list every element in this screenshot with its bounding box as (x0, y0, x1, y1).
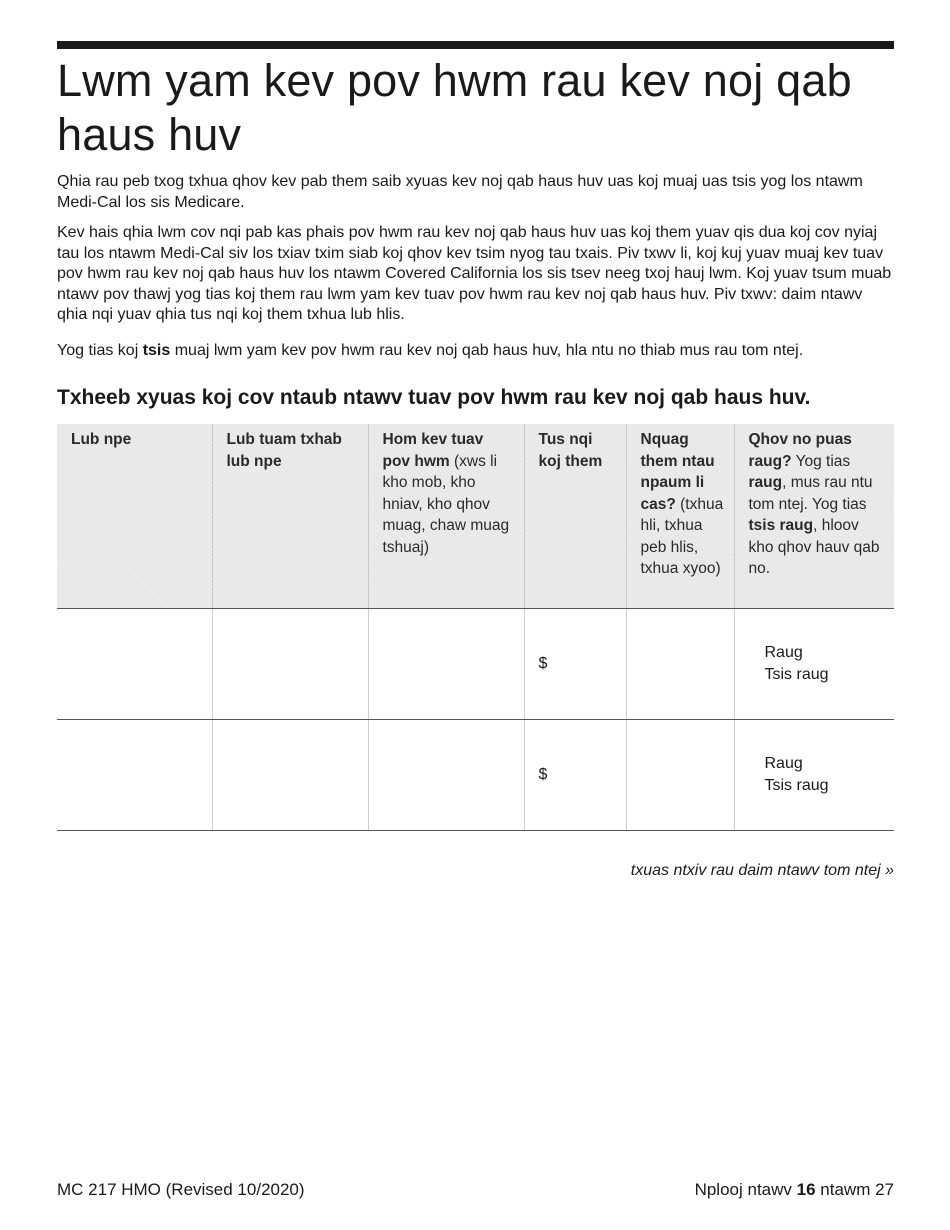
company-cell[interactable] (212, 608, 368, 719)
header-correct (734, 424, 894, 608)
header-correct-no: tsis raug (748, 517, 814, 534)
page-indicator-prefix: Nplooj ntawv (694, 1180, 797, 1199)
header-coverage-bold: Hom kev tuav pov hwm (382, 431, 484, 470)
intro-paragraph: Qhia rau peb txog txhua qhov kev pab them saib xyuas kev noj qab haus huv uas koj muaj uas tsis yog los ntawm Medi-Cal los sis Medicare. (57, 173, 863, 211)
header-coverage-rest: (xws li kho mob, kho hniav, kho qhov muag, chaw muag tshuaj) (382, 452, 510, 556)
page-indicator (695, 1180, 894, 1200)
table-row (57, 608, 894, 719)
header-correct-text1: Yog tias (791, 452, 851, 470)
header-coverage-type (368, 424, 524, 608)
form-id: MC 217 HMO (Revised 10/2020) (57, 1180, 305, 1199)
option-yes[interactable]: Raug (764, 755, 803, 772)
explanation-paragraph: Kev hais qhia lwm cov nqi pab kas phais pov hwm rau kev noj qab haus huv uas koj them yuav qis dua koj cov nyiaj tau los ntawm Medi-Cal siv los txiav txim siab koj qhov kev tsim nyog tau txais. Piv txwv li, koj kuj yuav muaj kev tuav pov hwm rau kev noj qab haus huv los ntawm Covered California los sis tsev neeg txoj hauj lwm. Koj yuav tsum muab ntawv pov thawj yog tias koj them rau lwm yam kev tuav pov hwm rau kev noj qab haus huv. Piv txwv: daim ntawv qhia nqi yuav qhia tus nqi koj them txhua lub hlis. (57, 224, 892, 323)
continue-note: txuas ntxiv rau daim ntawv tom ntej » (630, 862, 894, 879)
header-amount-paid (524, 424, 626, 608)
header-correct-yes: raug (748, 474, 783, 491)
name-cell[interactable] (57, 608, 212, 719)
frequency-cell[interactable] (626, 719, 734, 830)
page-number: 16 (796, 1180, 816, 1199)
coverage-type-cell[interactable] (368, 719, 524, 830)
header-name-label: Lub npe (71, 431, 132, 448)
header-frequency (626, 424, 734, 608)
page-title: Lwm yam kev pov hwm rau kev noj qab haus huv (57, 55, 852, 160)
amount-cell[interactable] (524, 608, 626, 719)
top-rule (57, 41, 894, 49)
currency-symbol: $ (538, 654, 548, 672)
insurance-table (57, 424, 894, 831)
page-indicator-suffix: ntawm 27 (815, 1180, 894, 1199)
coverage-type-cell[interactable] (368, 608, 524, 719)
header-company-label: Lub tuam txhab lub npe (226, 431, 342, 470)
header-company (212, 424, 368, 608)
option-no[interactable]: Tsis raug (764, 665, 829, 683)
header-amount-label: Tus nqi koj them (538, 431, 603, 470)
header-name (57, 424, 212, 608)
table-row (57, 719, 894, 830)
header-correct-text2: , mus rau ntu tom ntej. Yog tias (748, 474, 873, 513)
header-correct-text3: , hloov kho qhov hauv qab no. (748, 517, 880, 577)
header-frequency-rest: (txhua hli, txhua peb hlis, txhua xyoo) (640, 495, 724, 577)
skip-instruction (57, 341, 894, 362)
header-correct-question: Qhov no puas raug? (748, 431, 852, 470)
correct-cell (734, 608, 894, 719)
frequency-cell[interactable] (626, 608, 734, 719)
option-no[interactable]: Tsis raug (764, 776, 829, 794)
header-frequency-bold: Nquag them ntau npaum li cas? (640, 431, 715, 513)
company-cell[interactable] (212, 719, 368, 830)
option-yes[interactable]: Raug (764, 644, 803, 661)
currency-symbol: $ (538, 765, 548, 783)
amount-cell[interactable] (524, 719, 626, 830)
skip-text-bold: tsis (142, 342, 171, 359)
correct-cell (734, 719, 894, 830)
name-cell[interactable] (57, 719, 212, 830)
skip-text-start: Yog tias koj (57, 342, 143, 359)
table-heading: Txheeb xyuas koj cov ntaub ntawv tuav pov hwm rau kev noj qab haus huv. (57, 386, 811, 409)
table-header-row (57, 424, 894, 608)
skip-text-end: muaj lwm yam kev pov hwm rau kev noj qab haus huv, hla ntu no thiab mus rau tom ntej. (170, 342, 804, 359)
